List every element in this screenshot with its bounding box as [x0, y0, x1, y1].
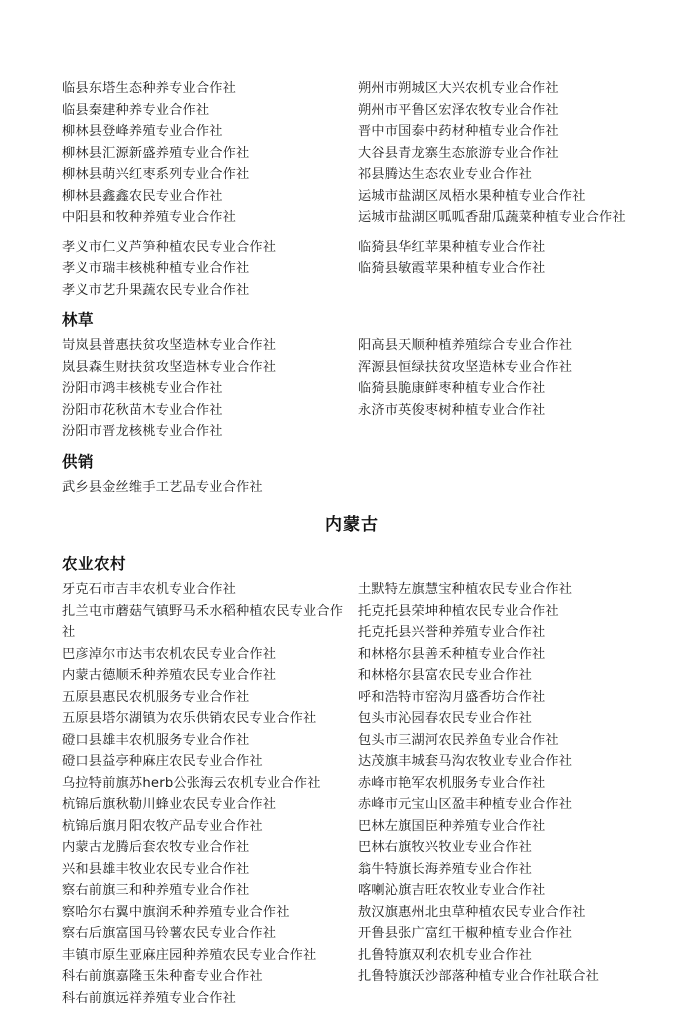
list-item: 中阳县和牧种养殖专业合作社 [62, 207, 346, 229]
list-item: 五原县塔尔湖镇为农乐供销农民专业合作社 [62, 708, 346, 730]
list-item: 汾阳市鸿丰核桃专业合作社 [62, 378, 346, 400]
column-right [352, 335, 642, 443]
list-item: 包头市沁园春农民专业合作社 [358, 708, 642, 730]
list-item: 察哈尔右翼中旗润禾种养殖专业合作社 [62, 902, 346, 924]
list-item: 内蒙古德顺禾种养殖农民专业合作社 [62, 665, 346, 687]
list-item: 柳林县萌兴红枣系列专业合作社 [62, 164, 346, 186]
list-item: 杭锦后旗秋勒川蜂业农民专业合作社 [62, 794, 346, 816]
column-left [62, 335, 352, 443]
list-item: 呼和浩特市窑沟月盛香坊合作社 [358, 687, 642, 709]
list-section-lincao [62, 305, 642, 443]
list-section-nongye-nongcun [62, 549, 642, 1009]
list-item: 达茂旗丰城套马沟农牧业专业合作社 [358, 751, 642, 773]
list-item: 赤峰市元宝山区盈丰种植专业合作社 [358, 794, 642, 816]
list-item: 扎鲁特旗沃沙部落种植专业合作社联合社 [358, 966, 642, 988]
spacer [62, 542, 642, 545]
list-item: 科右前旗远祥养殖专业合作社 [62, 988, 346, 1009]
list-item: 土默特左旗慧宝种植农民专业合作社 [358, 579, 642, 601]
list-item: 武乡县金丝维手工艺品专业合作社 [62, 477, 346, 499]
list-item: 巴林左旗国臣种养殖专业合作社 [358, 816, 642, 838]
column-left [62, 579, 352, 1009]
spacer [62, 229, 642, 237]
section-title-nongye-nongcun: 农业农村 [62, 549, 642, 579]
list-item: 岚县森生财扶贫攻坚造林专业合作社 [62, 357, 346, 379]
list-section-shanxi-continued [62, 78, 642, 229]
list-item: 临猗县敏霞苹果种植专业合作社 [358, 258, 642, 280]
list-item: 汾阳市晋龙核桃专业合作社 [62, 421, 346, 443]
list-item: 临猗县华红苹果种植专业合作社 [358, 237, 642, 259]
list-item: 孝义市艺升果蔬农民专业合作社 [62, 280, 346, 302]
list-item: 磴口县雄丰农机服务专业合作社 [62, 730, 346, 752]
list-item: 磴口县益亭种麻庄农民专业合作社 [62, 751, 346, 773]
list-item: 祁县腾达生态农业专业合作社 [358, 164, 642, 186]
list-item: 乌拉特前旗苏herb公张海云农机专业合作社 [62, 773, 346, 795]
list-item: 晋中市国泰中药材种植专业合作社 [358, 121, 642, 143]
section-title-gongxiao: 供销 [62, 447, 642, 477]
list-item: 喀喇沁旗吉旺农牧业专业合作社 [358, 880, 642, 902]
list-item: 托克托县荣坤种植农民专业合作社 [358, 601, 642, 623]
list-item: 翁牛特旗长海养殖专业合作社 [358, 859, 642, 881]
column-left [62, 78, 352, 229]
page-content [62, 78, 642, 1009]
list-item: 巴林右旗牧兴牧业专业合作社 [358, 837, 642, 859]
list-item: 朔州市朔城区大兴农机专业合作社 [358, 78, 642, 100]
list-item: 运城市盐湖区呱呱香甜瓜蔬菜种植专业合作社 [358, 207, 642, 229]
list-item: 永济市英俊枣树种植专业合作社 [358, 400, 642, 422]
list-item: 朔州市平鲁区宏泽农牧专业合作社 [358, 100, 642, 122]
list-item: 阳高县天顺种植养殖综合专业合作社 [358, 335, 642, 357]
list-item: 敖汉旗惠州北虫草种植农民专业合作社 [358, 902, 642, 924]
list-item: 运城市盐湖区凤梧水果种植专业合作社 [358, 186, 642, 208]
list-item: 察右前旗三和种养殖专业合作社 [62, 880, 346, 902]
column-right [352, 237, 642, 302]
list-item: 浑源县恒绿扶贫攻坚造林专业合作社 [358, 357, 642, 379]
list-section-shanxi-continued-2 [62, 237, 642, 302]
list-item: 杭锦后旗月阳农牧产品专业合作社 [62, 816, 346, 838]
list-item: 内蒙古龙腾后套农牧专业合作社 [62, 837, 346, 859]
list-item: 扎兰屯市蘑菇气镇野马禾水稻种植农民专业合作社 [62, 601, 346, 644]
list-item: 临猗县脆康鲜枣种植专业合作社 [358, 378, 642, 400]
list-item: 丰镇市原生亚麻庄园种养殖农民专业合作社 [62, 945, 346, 967]
list-item: 柳林县鑫鑫农民专业合作社 [62, 186, 346, 208]
list-item: 牙克石市吉丰农机专业合作社 [62, 579, 346, 601]
list-item: 托克托县兴誉种养殖专业合作社 [358, 622, 642, 644]
list-item: 开鲁县张广富红干椒种植专业合作社 [358, 923, 642, 945]
column-right [352, 477, 642, 499]
column-right [352, 579, 642, 1009]
section-title-lincao: 林草 [62, 305, 642, 335]
list-item: 孝义市瑞丰核桃种植专业合作社 [62, 258, 346, 280]
list-item: 和林格尔县富农民专业合作社 [358, 665, 642, 687]
list-item: 科右前旗嘉隆玉朱种畜专业合作社 [62, 966, 346, 988]
list-section-gongxiao [62, 447, 642, 499]
list-item: 和林格尔县善禾种植专业合作社 [358, 644, 642, 666]
list-item: 兴和县雄丰牧业农民专业合作社 [62, 859, 346, 881]
region-title-neimenggu: 内蒙古 [62, 508, 642, 542]
list-item: 大谷县青龙寨生态旅游专业合作社 [358, 143, 642, 165]
list-item: 扎鲁特旗双利农机专业合作社 [358, 945, 642, 967]
column-right [352, 78, 642, 229]
column-left [62, 477, 352, 499]
list-item: 临县秦建种养专业合作社 [62, 100, 346, 122]
list-item: 柳林县登峰养殖专业合作社 [62, 121, 346, 143]
list-item: 岢岚县普惠扶贫攻坚造林专业合作社 [62, 335, 346, 357]
list-item: 汾阳市花秋苗木专业合作社 [62, 400, 346, 422]
list-item: 赤峰市艳军农机服务专业合作社 [358, 773, 642, 795]
list-item: 察右后旗富国马铃薯农民专业合作社 [62, 923, 346, 945]
list-item: 柳林县汇源新盛养殖专业合作社 [62, 143, 346, 165]
list-item: 巴彦淖尔市达韦农机农民专业合作社 [62, 644, 346, 666]
list-item: 临县东塔生态种养专业合作社 [62, 78, 346, 100]
list-item: 孝义市仁义芦笋种植农民专业合作社 [62, 237, 346, 259]
column-left [62, 237, 352, 302]
list-item: 五原县惠民农机服务专业合作社 [62, 687, 346, 709]
list-item: 包头市三湖河农民养鱼专业合作社 [358, 730, 642, 752]
